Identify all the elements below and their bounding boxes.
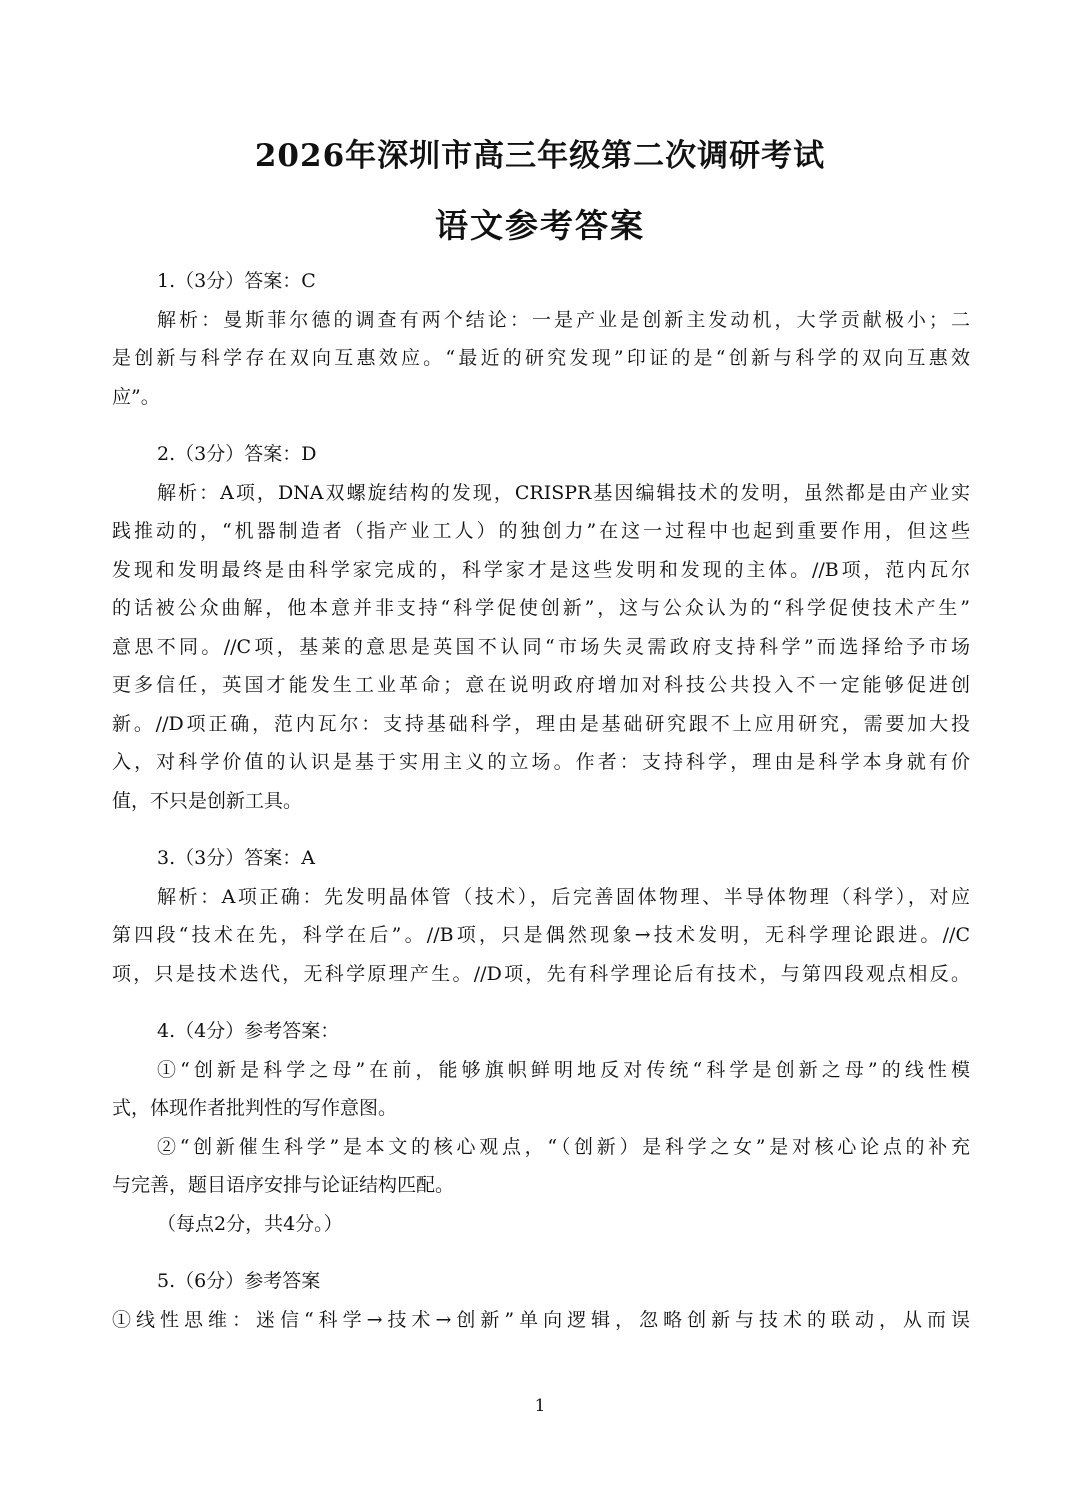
text-line: 式，体现作者批判性的写作意图。 [112, 1097, 398, 1119]
text-line: 更多信任，英国才能发生工业革命；意在说明政府增加对科技公共投入不一定能够促进创 [112, 674, 970, 696]
text-line: 1.（3分）答案：C [157, 270, 316, 292]
text-line: ②“创新催生科学”是本文的核心观点，“（创新）是科学之女”是对核心论点的补充 [157, 1135, 970, 1158]
text-line: 5.（6分）参考答案 [157, 1270, 321, 1292]
text-line: ①“创新是科学之母”在前，能够旗帜鲜明地反对传统“科学是创新之母”的线性模 [157, 1058, 970, 1081]
text-line: 是创新与科学存在双向互惠效应。“最近的研究发现”印证的是“创新与科学的双向互惠效 [112, 347, 970, 369]
text-line: ①线性思维：迷信“科学→技术→创新”单向逻辑，忽略创新与技术的联动，从而误 [112, 1308, 970, 1331]
text-line: 4.（4分）参考答案： [157, 1020, 340, 1042]
section-gap [112, 416, 970, 435]
text-line: （每点2分，共4分。） [157, 1212, 343, 1235]
text-line: 意思不同。//C项，基莱的意思是英国不认同“市场失灵需政府支持科学”而选择给予市场 [112, 635, 970, 658]
text-line: 与完善，题目语序安排与论证结构匹配。 [112, 1174, 455, 1196]
text-line: 新。//D项正确，范内瓦尔：支持基础科学，理由是基础研究跟不上应用研究，需要加大投 [112, 712, 970, 735]
text-line: 应”。 [112, 385, 160, 408]
section-gap [112, 1243, 970, 1262]
text-line: 践推动的，“机器制造者（指产业工人）的独创力”在这一过程中也起到重要作用，但这些 [112, 520, 970, 542]
text-line: 2.（3分）答案：D [157, 443, 317, 465]
text-line: 入，对科学价值的认识是基于实用主义的立场。作者：支持科学，理由是科学本身就有价 [112, 751, 970, 773]
answer-content [112, 262, 970, 1339]
text-line: 项，只是技术迭代，无科学原理产生。//D项，先有科学理论后有技术，与第四段观点相反。 [112, 962, 970, 985]
text-line: 解析：A项正确：先发明晶体管（技术），后完善固体物理、半导体物理（科学），对应 [157, 885, 970, 908]
document-title: 2026年深圳市高三年级第二次调研考试 [254, 138, 826, 174]
page-number: 1 [534, 1396, 546, 1416]
text-line: 发现和发明最终是由科学家完成的，科学家才是这些发明和发现的主体。//B项，范内瓦尔 [112, 558, 970, 581]
text-line: 值，不只是创新工具。 [112, 789, 303, 812]
text-line: 第四段“技术在先，科学在后”。//B项，只是偶然现象→技术发明，无科学理论跟进。//C [112, 924, 970, 946]
text-line: 解析：曼斯菲尔德的调查有两个结论：一是产业是创新主发动机，大学贡献极小；二 [157, 308, 970, 331]
document-subtitle: 语文参考答案 [435, 206, 645, 245]
section-gap [112, 820, 970, 839]
text-line: 的话被公众曲解，他本意并非支持“科学促使创新”，这与公众认为的“科学促使技术产生” [112, 597, 970, 619]
text-line: 3.（3分）答案：A [157, 847, 315, 869]
text-line: 解析：A项，DNA双螺旋结构的发现，CRISPR基因编辑技术的发明，虽然都是由产业实 [157, 481, 970, 504]
section-gap [112, 993, 970, 1012]
